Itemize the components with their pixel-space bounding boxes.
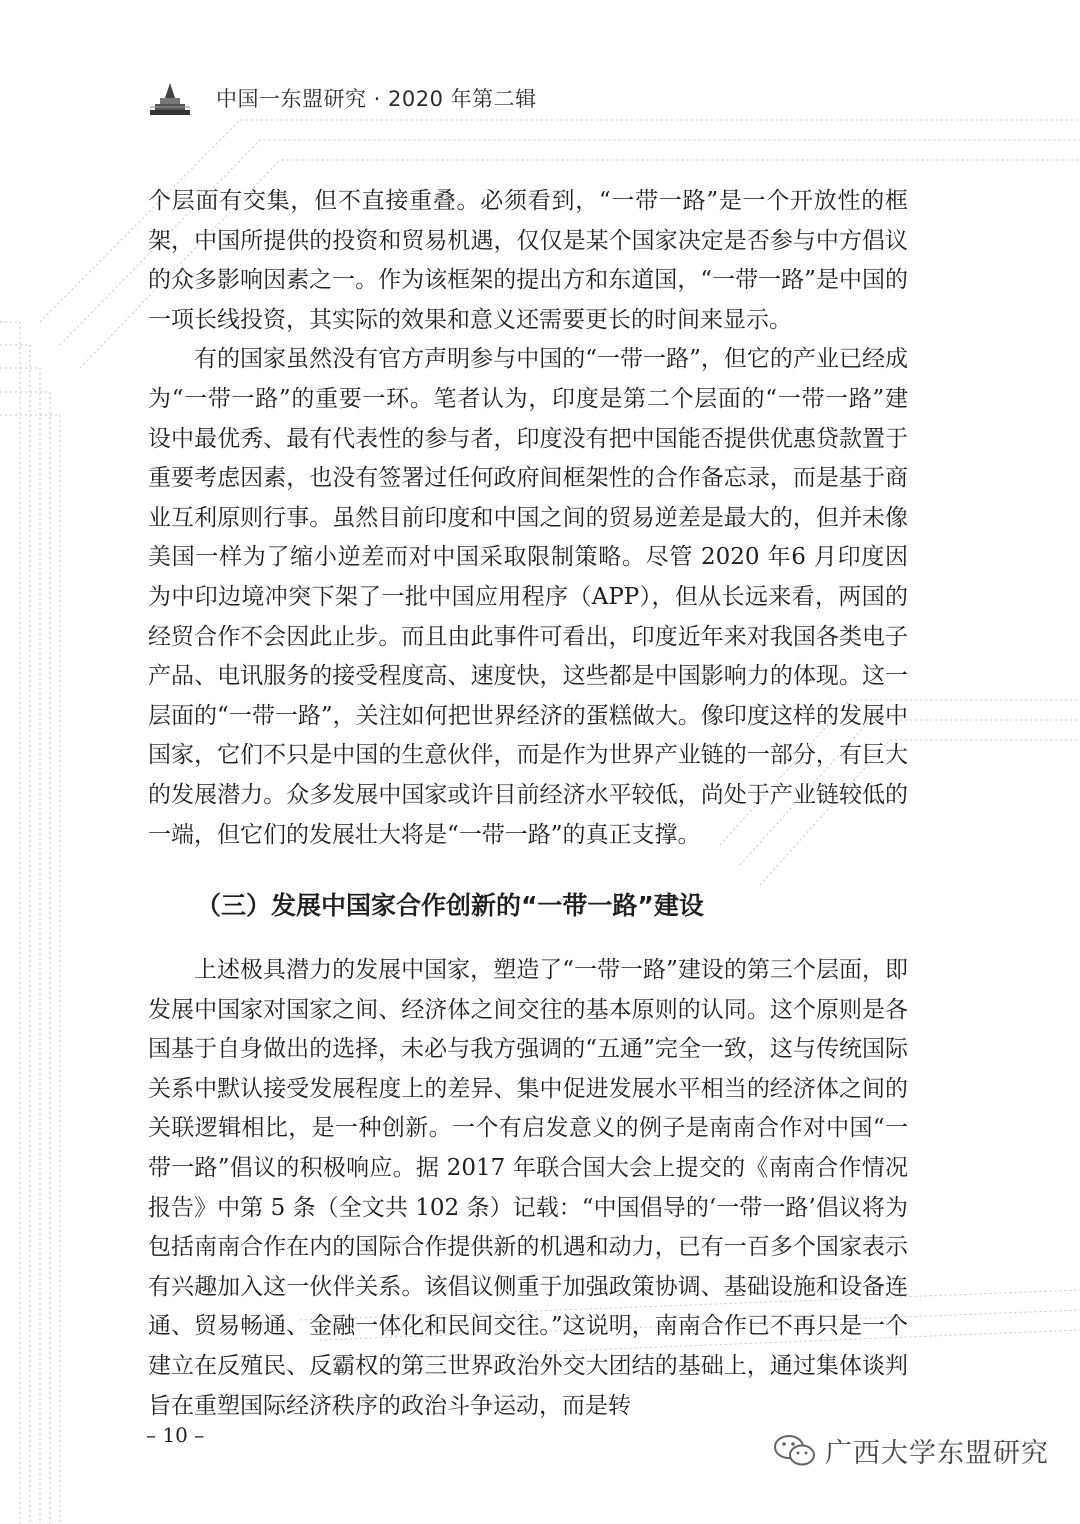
header-title: 中国一东盟研究 · 2020 年第二辑 xyxy=(216,87,537,111)
wechat-icon xyxy=(773,1433,817,1469)
paragraph-2: 有的国家虽然没有官方声明参与中国的“一带一路”，但它的产业已经成为“一带一路”的重要一环。笔者认为，印度是第二个层面的“一带一路”建设中最优秀、最有代表性的参与者，印度没有把中国能否提供优惠贷款置于重要考虑因素，也没有签署过任何政府间框架性的合作备忘录，而是基于商业互利原则行事。虽然目前印度和中国之间的贸易逆差是最大的，但并未像美国一样为了缩小逆差而对中国采取限制策略。尽管 2020 年6 月印度因为中印边境冲突下架了一批中国应用程序（APP），但从长远来看，两国的经贸合作不会因此止步。而且由此事件可看出，印度近年来对我国各类电子产品、电讯服务的接受程度高、速度快，这些都是中国影响力的体现。这一层面的“一带一路”，关注如何把世界经济的蛋糕做大。像印度这样的发展中国家，它们不只是中国的生意伙伴，而是作为世界产业链的一部分，有巨大的发展潜力。众多发展中国家或许目前经济水平较低，尚处于产业链较低的一端，但它们的发展壮大将是“一带一路”的真正支撑。 xyxy=(148,346,908,848)
monument-logo-icon xyxy=(150,81,190,115)
watermark xyxy=(773,1431,1049,1470)
paragraph-3: 上述极具潜力的发展中国家，塑造了“一带一路”建设的第三个层面，即发展中国家对国家之间、经济体之间交往的基本原则的认同。这个原则是各国基于自身做出的选择，未必与我方强调的“五通”完全一致，这与传统国际关系中默认接受发展程度上的差异、集中促进发展水平相当的经济体之间的关联逻辑相比，是一种创新。一个有启发意义的例子是南南合作对中国“一带一路”倡议的积极响应。据 2017 年联合国大会上提交的《南南合作情况报告》中第 5 条（全文共 102 条）记载：“中国倡导的‘一带一路’倡议将为包括南南合作在内的国际合作提供新的机遇和动力，已有一百多个国家表示有兴趣加入这一伙伴关系。该倡议侧重于加强政策协调、基础设施和设备连通、贸易畅通、金融一体化和民间交往。”这说明，南南合作已不再只是一个建立在反殖民、反霸权的第三世界政治外交大团结的基础上，通过集体谈判旨在重塑国际经济秩序的政治斗争运动，而是转 xyxy=(148,957,908,1419)
paragraph-1: 个层面有交集，但不直接重叠。必须看到，“一带一路”是一个开放性的框架，中国所提供的投资和贸易机遇，仅仅是某个国家决定是否参与中方倡议的众多影响因素之一。作为该框架的提出方和东道国，“一带一路”是中国的一项长线投资，其实际的效果和意义还需要更长的时间来显示。 xyxy=(148,188,908,333)
running-header xyxy=(150,78,537,118)
watermark-text: 广西大学东盟研究 xyxy=(825,1438,1049,1469)
section-heading: （三）发展中国家合作创新的“一带一路”建设 xyxy=(196,891,704,921)
body-text xyxy=(148,182,908,1426)
page-number: – 10 – xyxy=(146,1423,205,1447)
